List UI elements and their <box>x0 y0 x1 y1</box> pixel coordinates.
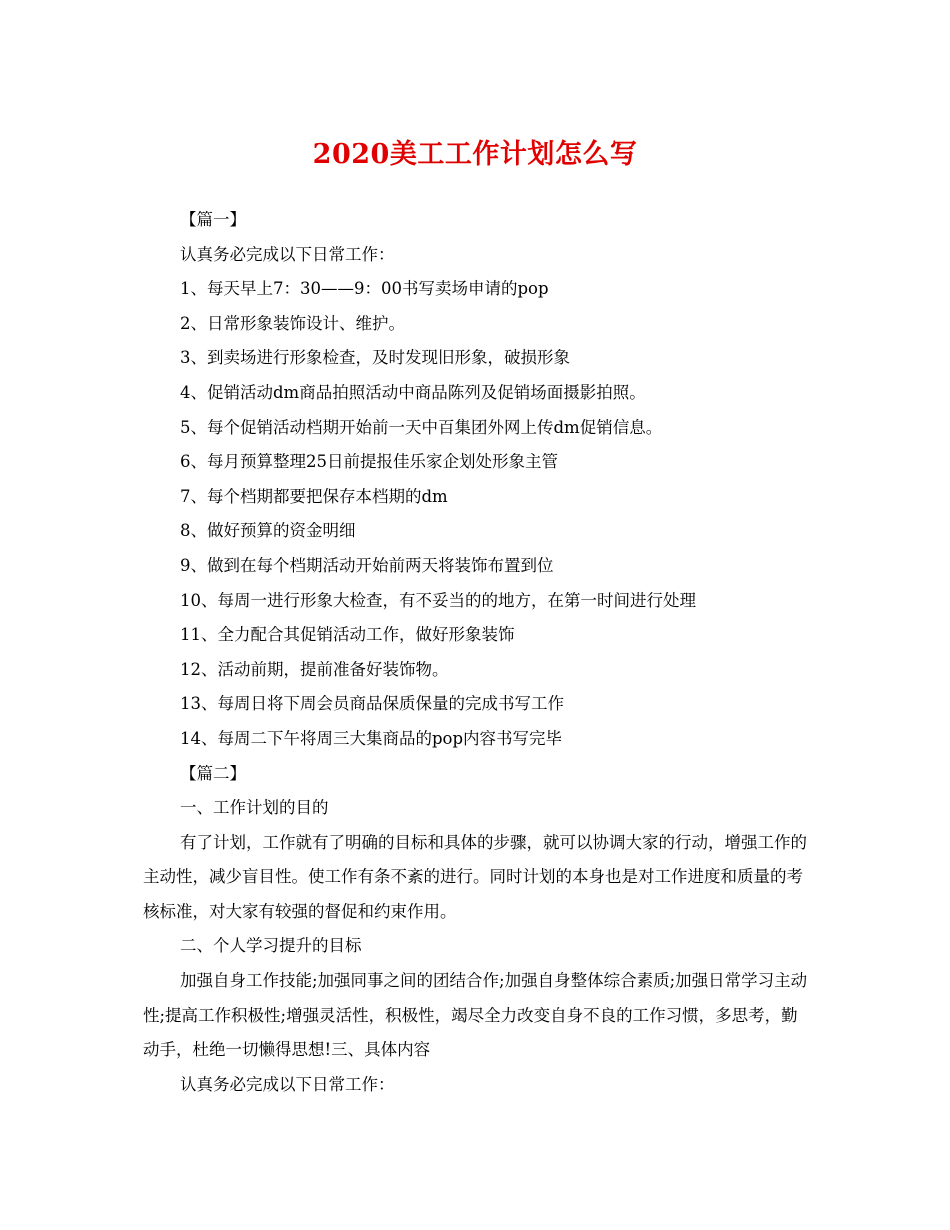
list-item: 9、做到在每个档期活动开始前两天将装饰布置到位 <box>180 555 554 575</box>
closing-line: 认真务必完成以下日常工作： <box>180 1074 395 1094</box>
list-item: 13、每周日将下周会员商品保质保量的完成书写工作 <box>180 694 564 714</box>
part1-heading: 【篇一】 <box>180 210 246 229</box>
section1-body: 有了计划，工作就有了明确的目标和具体的步骤，就可以协调大家的行动，增强工作的主动性，减少盲目性。使工作有条不紊的进行。同时计划的本身也是对工作进度和质量的考核标准，对大家有较强的督促和约束作用。 <box>143 832 807 921</box>
list-item: 4、促销活动dm商品拍照活动中商品陈列及促销场面摄影拍照。 <box>180 382 646 402</box>
section2-body: 加强自身工作技能;加强同事之间的团结合作;加强自身整体综合素质;加强日常学习主动性;提高工作积极性;增强灵活性，积极性，竭尽全力改变自身不良的工作习惯，多思考，勤动手，杜绝一切懒得思想!三、具体内容 <box>143 971 808 1060</box>
list-item: 2、日常形象装饰设计、维护。 <box>180 313 405 333</box>
section2-title: 二、个人学习提升的目标 <box>180 936 362 956</box>
list-item: 14、每周二下午将周三大集商品的pop内容书写完毕 <box>180 728 563 748</box>
list-item: 8、做好预算的资金明细 <box>180 521 356 541</box>
part1-intro: 认真务必完成以下日常工作： <box>180 244 395 264</box>
list-item: 11、全力配合其促销活动工作，做好形象装饰 <box>180 625 515 645</box>
list-item: 12、活动前期，提前准备好装饰物。 <box>180 659 449 679</box>
section1-title: 一、工作计划的目的 <box>180 798 329 818</box>
part2-heading: 【篇二】 <box>180 763 246 783</box>
list-item: 6、每月预算整理25日前提报佳乐家企划处形象主管 <box>180 452 558 472</box>
list-item: 1、每天早上7：30——9：00书写卖场申请的pop <box>180 279 549 299</box>
document-title: 2020美工工作计划怎么写 <box>312 139 638 170</box>
list-item: 5、每个促销活动档期开始前一天中百集团外网上传dm促销信息。 <box>180 417 663 437</box>
list-item: 7、每个档期都要把保存本档期的dm <box>180 486 448 506</box>
list-item: 10、每周一进行形象大检查，有不妥当的的地方，在第一时间进行处理 <box>180 590 696 610</box>
list-item: 3、到卖场进行形象检查，及时发现旧形象，破损形象 <box>180 348 570 368</box>
document-body <box>143 203 813 1102</box>
